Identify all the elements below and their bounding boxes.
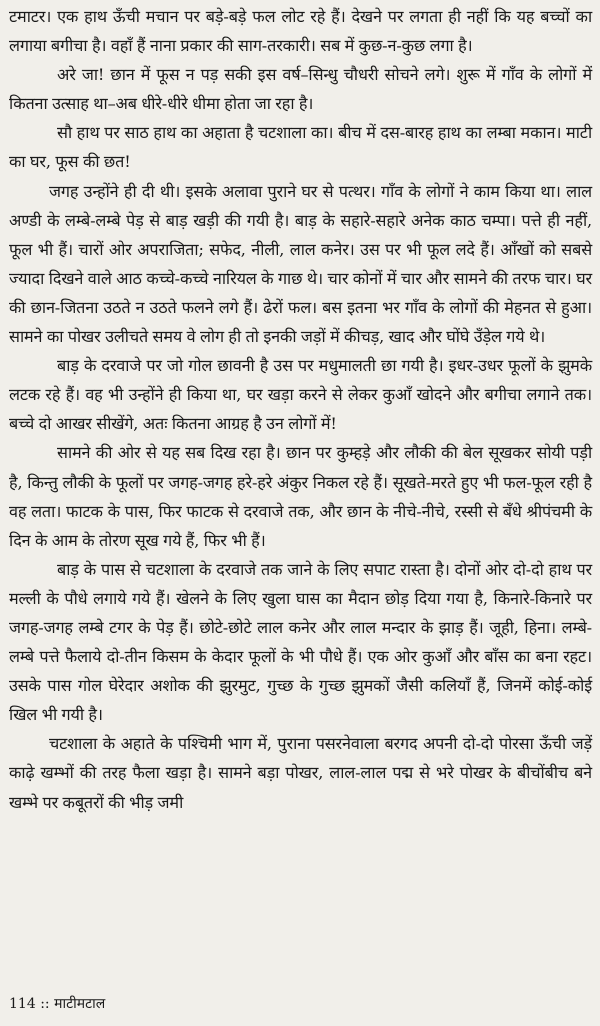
page-footer bbox=[9, 994, 105, 1014]
page-body-text bbox=[9, 2, 592, 817]
book-title: माटीमटाल bbox=[54, 996, 106, 1012]
page-number: 114 bbox=[9, 996, 36, 1012]
paragraph: सामने की ओर से यह सब दिख रहा है। छान पर कुम्हड़े और लौकी की बेल सूखकर सोयी पड़ी है, किन्तु लौकी के फूलों पर जगह-जगह हरे-हरे अंकुर निकल रहे हैं। सूखते-मरते हुए भी फल-फूल रही है वह लता। फाटक के पास, फिर फाटक से दरवाजे तक, और छान के नीचे-नीचे, रस्सी से बँधे श्रीपंचमी के दिन के आम के तोरण सूख गये हैं, फिर भी हैं। bbox=[9, 443, 592, 550]
paragraph-continued: टमाटर। एक हाथ ऊँची मचान पर बड़े-बड़े फल लोट रहे हैं। देखने पर लगता ही नहीं कि यह बच्चों का लगाया बगीचा है। वहाँ हैं नाना प्रकार की साग-तरकारी। सब में कुछ-न-कुछ लगा है। bbox=[9, 7, 592, 56]
paragraph: सौ हाथ पर साठ हाथ का अहाता है चटशाला का। बीच में दस-बारह हाथ का लम्बा मकान। माटी का घर, फूस की छत! bbox=[9, 123, 592, 172]
footer-separator: :: bbox=[40, 996, 50, 1012]
paragraph: चटशाला के अहाते के पश्चिमी भाग में, पुराना पसरनेवाला बरगद अपनी दो-दो पोरसा ऊँची जड़ें काढ़े खम्भों की तरह फैला खड़ा है। सामने बड़ा पोखर, लाल-लाल पद्म से भरे पोखर के बीचोंबीच बने खम्भे पर कबूतरों की भीड़ जमी bbox=[9, 734, 592, 812]
paragraph: बाड़ के पास से चटशाला के दरवाजे तक जाने के लिए सपाट रास्ता है। दोनों ओर दो-दो हाथ पर मल्ली के पौधे लगाये गये हैं। खेलने के लिए खुला घास का मैदान छोड़ दिया गया है, किनारे-किनारे पर जगह-जगह लम्बे टगर के पेड़ हैं। छोटे-छोटे लाल कनेर और लाल मन्दार के झाड़ हैं। जूही, हिना। लम्बे-लम्बे पत्ते फैलाये दो-तीन किसम के केदार फूलों के भी पौधे हैं। एक ओर कुआँ और बाँस का बना रहट। उसके पास गोल घेरेदार अशोक की झुरमुट, गुच्छ के गुच्छ झुमकों जैसी कलियाँ हैं, जिनमें कोई-कोई खिल भी गयी है। bbox=[9, 559, 592, 725]
paragraph: बाड़ के दरवाजे पर जो गोल छावनी है उस पर मधुमालती छा गयी है। इधर-उधर फूलों के झुमके लटक रहे हैं। वह भी उन्होंने ही किया था, घर खड़ा करने से लेकर कुआँ खोदने और बगीचा लगाने तक। बच्चे दो आखर सीखेंगे, अतः कितना आग्रह है उन लोगों में! bbox=[9, 356, 592, 434]
paragraph: अरे जा! छान में फूस न पड़ सकी इस वर्ष–सिन्धु चौधरी सोचने लगे। शुरू में गाँव के लोगों में कितना उत्साह था–अब धीरे-धीरे धीमा होता जा रहा है। bbox=[9, 65, 592, 114]
paragraph: जगह उन्होंने ही दी थी। इसके अलावा पुराने घर से पत्थर। गाँव के लोगों ने काम किया था। लाल अण्डी के लम्बे-लम्बे पेड़ से बाड़ खड़ी की गयी है। बाड़ के सहारे-सहारे अनेक काठ चम्पा। पत्ते ही नहीं, फूल भी हैं। चारों ओर अपराजिता; सफेद, नीली, लाल कनेर। उस पर भी फूल लदे हैं। आँखों को सबसे ज्यादा दिखने वाले आठ कच्चे-कच्चे नारियल के गाछ थे। चार कोनों में चार और सामने की तरफ चार। घर की छान-जितना उठते न उठते फलने लगे हैं। ढेरों फल। बस इतना भर गाँव के लोगों की मेहनत से हुआ। सामने का पोखर उलीचते समय वे लोग ही तो इनकी जड़ों में कीचड़, खाद और घोंघे उँड़ेल गये थे। bbox=[9, 181, 592, 347]
